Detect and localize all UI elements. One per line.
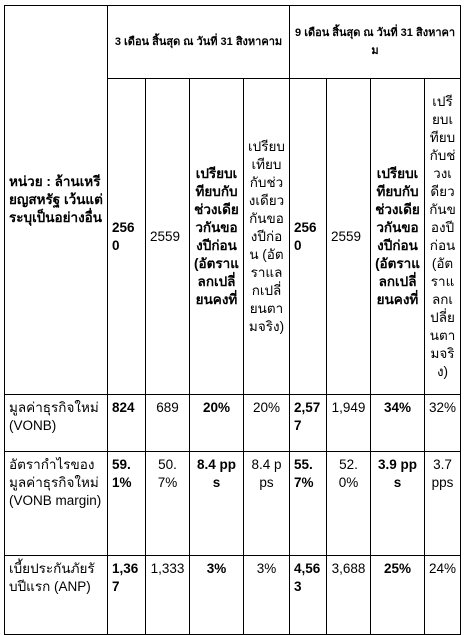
- col-header-2560-3m: 2560: [108, 79, 146, 395]
- col-header-actual-fx-3m: เปรียบเทียบกับช่วงเดียวกันของปีก่อน (อัตราแลกเปลี่ยนตามจริง): [244, 79, 290, 395]
- cell-anp-2559-9m: 3,688: [327, 556, 371, 635]
- table-row: [5, 452, 461, 556]
- cell-margin-actual-fx-3m: 8.4 pps: [244, 452, 290, 556]
- cell-vonb-actual-fx-9m: 32%: [425, 395, 461, 452]
- cell-anp-2560-3m: 1,367: [108, 556, 146, 635]
- row-label-vonb-margin: อัตรากำไรของมูลค่าธุรกิจใหม่ (VONB margin): [5, 452, 108, 556]
- cell-margin-2559-9m: 52.0%: [327, 452, 371, 556]
- row-label-vonb: มูลค่าธุรกิจใหม่ (VONB): [5, 395, 108, 452]
- table-row: [5, 556, 461, 635]
- cell-anp-constant-fx-3m: 3%: [190, 556, 244, 635]
- results-table: [4, 5, 461, 635]
- col-header-2559-9m: 2559: [327, 79, 371, 395]
- cell-anp-actual-fx-3m: 3%: [244, 556, 290, 635]
- cell-anp-2560-9m: 4,563: [290, 556, 327, 635]
- cell-margin-actual-fx-9m: 3.7 pps: [425, 452, 461, 556]
- cell-anp-actual-fx-9m: 24%: [425, 556, 461, 635]
- cell-anp-2559-3m: 1,333: [146, 556, 190, 635]
- col-header-2560-9m: 2560: [290, 79, 327, 395]
- cell-vonb-actual-fx-3m: 20%: [244, 395, 290, 452]
- cell-vonb-constant-fx-3m: 20%: [190, 395, 244, 452]
- cell-vonb-2559-3m: 689: [146, 395, 190, 452]
- table-row: [5, 395, 461, 452]
- cell-margin-2559-3m: 50.7%: [146, 452, 190, 556]
- cell-vonb-2560-9m: 2,577: [290, 395, 327, 452]
- cell-margin-2560-9m: 55.7%: [290, 452, 327, 556]
- group-header-3-months: 3 เดือน สิ้นสุด ณ วันที่ 31 สิงหาคาม: [108, 6, 290, 79]
- unit-label: หน่วย : ล้านเหรียญสหรัฐ เว้นแต่ระบุเป็นอย่างอื่น: [5, 6, 108, 395]
- col-header-actual-fx-9m: เปรียบเทียบกับช่วงเดียวกันของปีก่อน (อัตราแลกเปลี่ยนตามจริง): [425, 79, 461, 395]
- row-label-anp: เบี้ยประกันภัยรับปีแรก (ANP): [5, 556, 108, 635]
- col-header-2559-3m: 2559: [146, 79, 190, 395]
- cell-margin-constant-fx-9m: 3.9 pps: [371, 452, 425, 556]
- col-header-constant-fx-9m: เปรียบเทียบกับช่วงเดียวกันของปีก่อน (อัตราแลกเปลี่ยนคงที่: [371, 79, 425, 395]
- group-header-9-months: 9 เดือน สิ้นสุด ณ วันที่ 31 สิงหาคาม: [290, 6, 461, 79]
- cell-vonb-2559-9m: 1,949: [327, 395, 371, 452]
- cell-anp-constant-fx-9m: 25%: [371, 556, 425, 635]
- cell-margin-2560-3m: 59.1%: [108, 452, 146, 556]
- col-header-constant-fx-3m: เปรียบเทียบกับช่วงเดียวกันของปีก่อน (อัตราแลกเปลี่ยนคงที่: [190, 79, 244, 395]
- cell-margin-constant-fx-3m: 8.4 pps: [190, 452, 244, 556]
- cell-vonb-2560-3m: 824: [108, 395, 146, 452]
- cell-vonb-constant-fx-9m: 34%: [371, 395, 425, 452]
